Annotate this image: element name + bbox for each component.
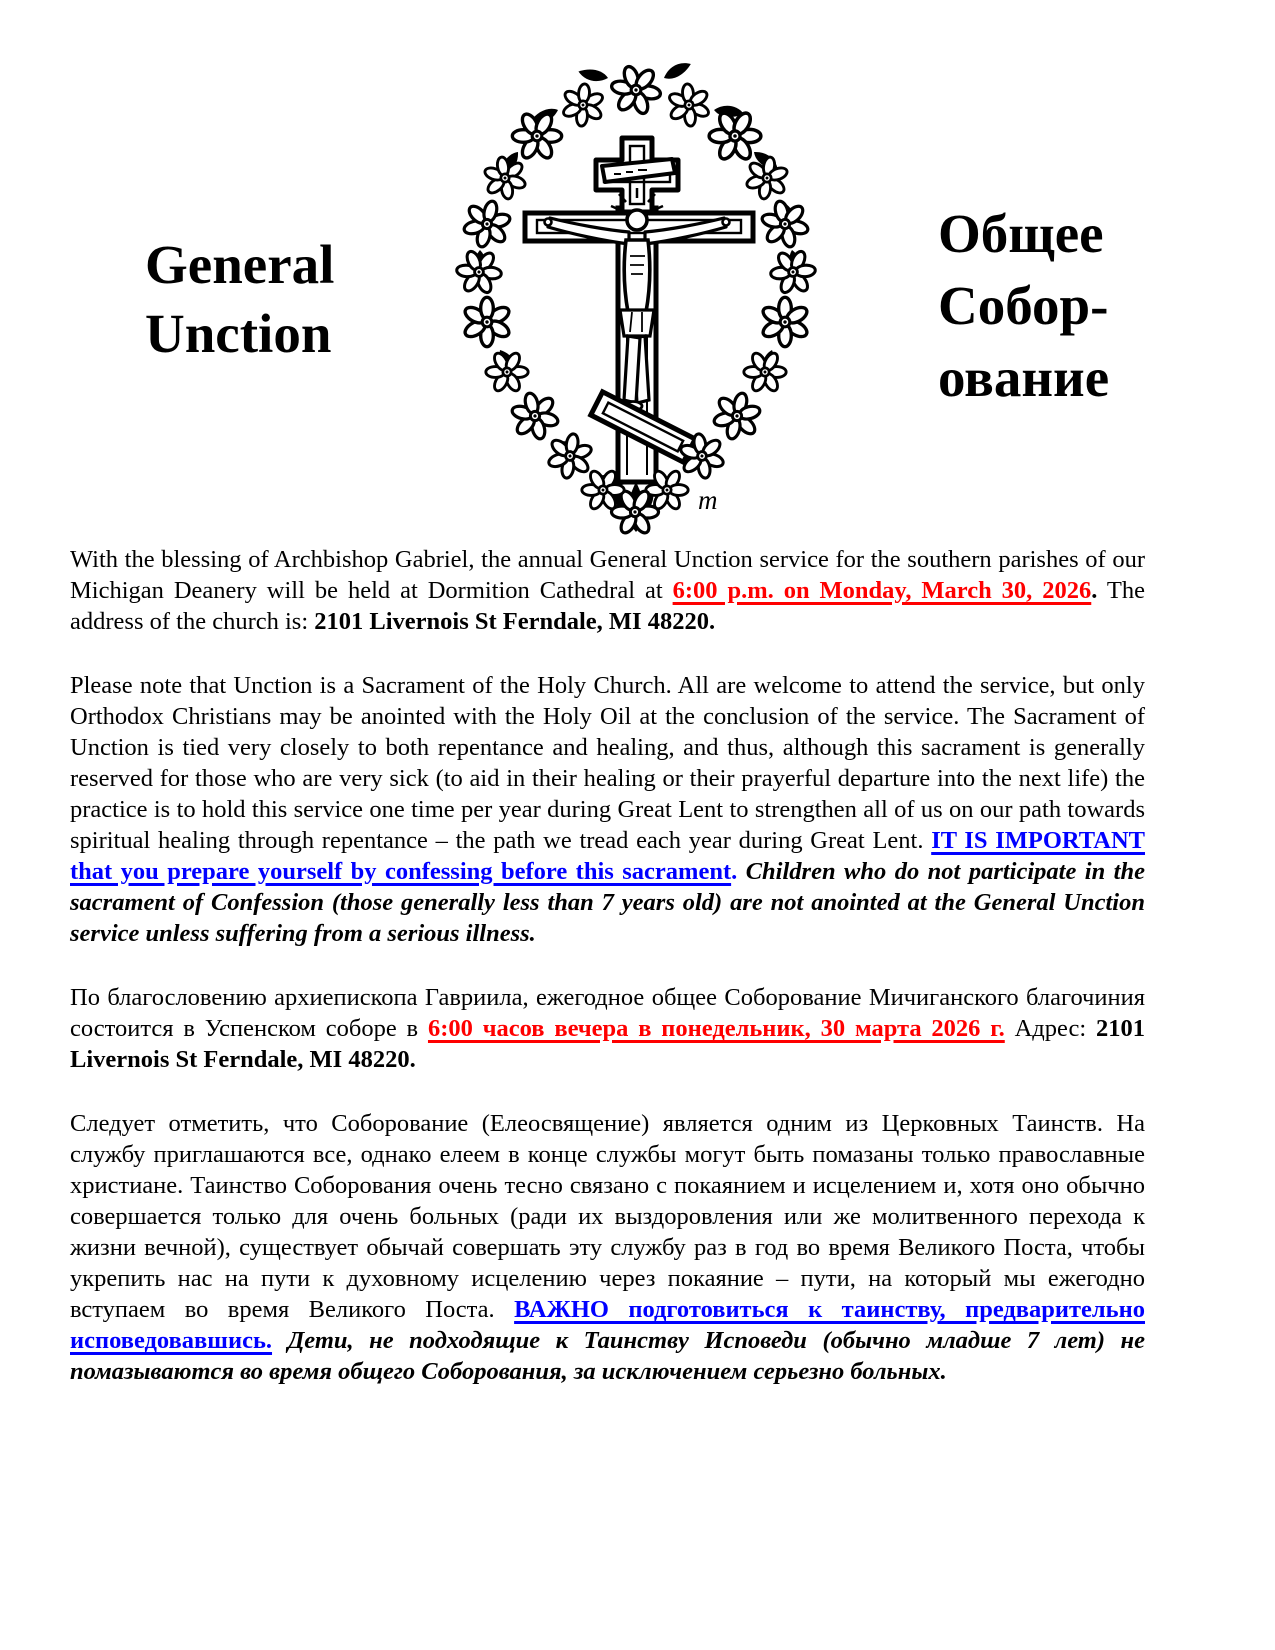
paragraph [70,544,1145,637]
text-run: 6:00 p.m. on Monday, March 30, 2026 [672,577,1092,604]
text-run: . [1091,577,1098,604]
text-run: 6:00 часов вечера в понедельник, 30 марта 2026 г. [427,1015,1005,1042]
paragraph [70,670,1145,949]
title-russian-line: Общее [938,203,1104,264]
text-run: По благословению архиепископа Гавриила, ежегодное общее Соборование Мичиганского благочиния состоится в Успенском соборе в [70,984,1145,1042]
artist-signature: m [698,485,718,515]
body-text [70,544,1145,1420]
text-run: With the blessing of Archbishop Gabriel, the annual General Unction service for the southern parishes of our Michigan Deanery will be held at Dormition Cathedral at [70,546,1145,604]
text-run: ВАЖНО подготовиться к таинству, предварительно исповедовавшись. [70,1296,1145,1354]
title-english [145,230,334,368]
text-run [272,1327,288,1354]
title-english-line: Unction [145,303,332,364]
text-run: . [731,858,746,885]
header [0,0,1275,545]
title-russian [938,198,1109,414]
paragraph [70,1108,1145,1387]
text-run: Следует отметить, что Соборование (Елеосвящение) является одним из Церковных Таинств. На службу приглашаются все, однако елеем в конце службы могут быть помазаны только православные христиане. Таинство Соборования очень тесно связано с покаянием и исцелением и, хотя оно обычно совершается только для очень больных (ради их выздоровления или же молитвенного перехода к жизни вечной), существует обычай совершать эту службу раз в год во время Великого Поста, чтобы укрепить нас на пути к духовному исцелению через покаяние – пути, на который мы ежегодно вступаем во время Великого Поста. [70,1110,1145,1323]
title-russian-line: Собор- [938,275,1109,336]
text-run: 2101 Livernois St Ferndale, MI 48220. [314,608,716,635]
text-run: Адрес: [1004,1015,1097,1042]
text-run: The address of the church is: [70,577,1145,635]
text-run: Children who do not participate in the sacrament of Confession (those generally less than 7 years old) are not anointed at the General Unction service unless suffering from a serious illness. [70,858,1145,947]
title-english-line: General [145,234,335,295]
cross-wreath-image [446,50,821,545]
text-run: 2101 Livernois St Ferndale, MI 48220. [70,1015,1146,1073]
text-run: Please note that Unction is a Sacrament of the Holy Church. All are welcome to attend the service, but only Orthodox Christians may be anointed with the Holy Oil at the conclusion of the service. The Sacrament of Unction is tied very closely to both repentance and healing, and thus, although this sacrament is generally reserved for those who are very sick (to aid in their healing or their prayerful departure into the next life) the practice is to hold this service one time per year during Great Lent to strengthen all of us on our path towards spiritual healing through repentance – the path we tread each year during Great Lent. [70,672,1145,854]
text-run: Дети, не подходящие к Таинству Исповеди (обычно младше 7 лет) не помазываются во время общего Соборования, за исключением серьезно больных. [70,1327,1145,1385]
title-russian-line: ование [938,347,1110,408]
text-run: IT IS IMPORTANT that you prepare yourself by confessing before this sacrament [70,827,1145,885]
orthodox-cross [525,138,753,482]
paragraph [70,982,1145,1075]
